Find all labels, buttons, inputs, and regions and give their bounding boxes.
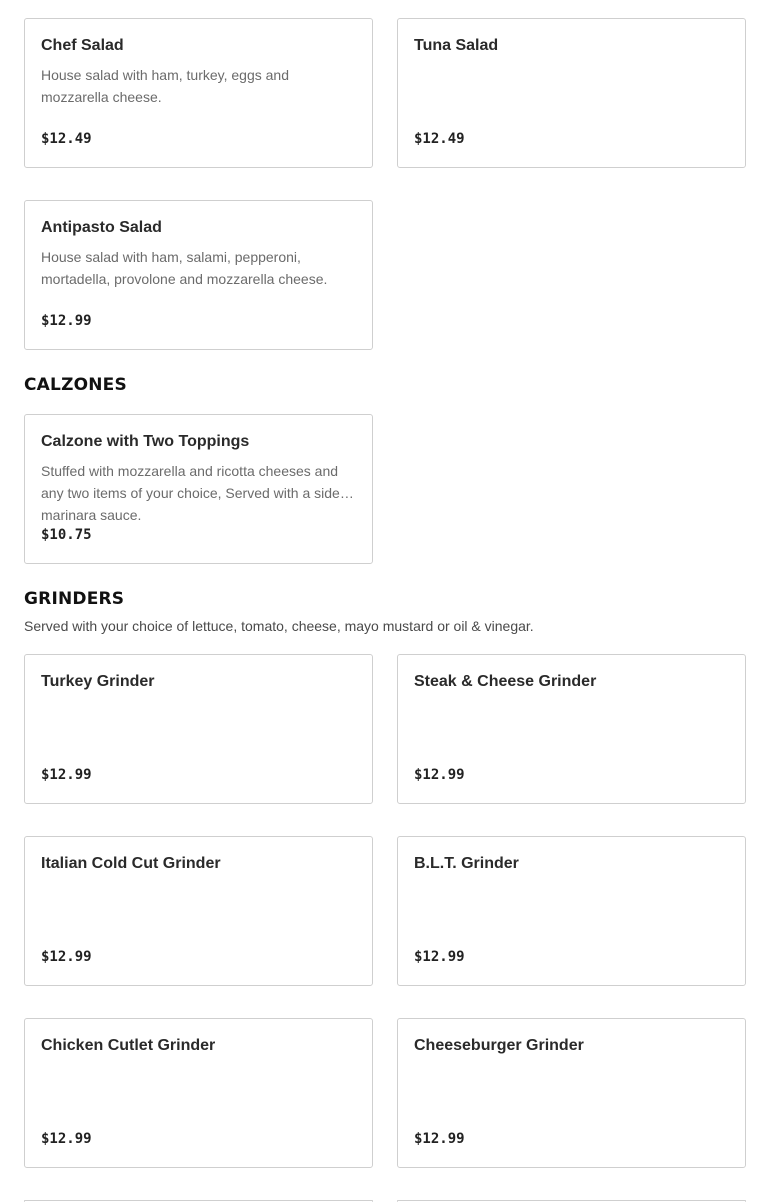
item-name: Italian Cold Cut Grinder bbox=[41, 855, 221, 872]
item-name: Antipasto Salad bbox=[41, 219, 162, 236]
item-price: $10.75 bbox=[41, 527, 92, 543]
menu-item-card[interactable] bbox=[397, 18, 746, 168]
item-description: Stuffed with mozzarella and ricotta cheeses and any two items of your choice, Served with a side of marinara sauce. bbox=[41, 463, 356, 523]
section-title-calzones: CALZONES bbox=[24, 375, 127, 395]
item-description: House salad with ham, salami, pepperoni, mortadella, provolone and mozzarella cheese. bbox=[41, 249, 328, 287]
menu-item-card[interactable] bbox=[24, 654, 373, 804]
section-title-grinders: GRINDERS bbox=[24, 589, 125, 609]
menu-item-card[interactable] bbox=[397, 1018, 746, 1168]
menu-item-card[interactable] bbox=[24, 1018, 373, 1168]
item-price: $12.49 bbox=[41, 131, 92, 147]
item-price: $12.99 bbox=[41, 1131, 92, 1147]
item-price: $12.99 bbox=[414, 767, 465, 783]
item-name: Chef Salad bbox=[41, 37, 124, 54]
item-name: Steak & Cheese Grinder bbox=[414, 673, 597, 690]
menu-item-card[interactable] bbox=[397, 654, 746, 804]
item-name: Tuna Salad bbox=[414, 37, 499, 54]
item-price: $12.99 bbox=[41, 949, 92, 965]
item-price: $12.99 bbox=[41, 767, 92, 783]
item-price: $12.99 bbox=[41, 313, 92, 329]
item-price: $12.49 bbox=[414, 131, 465, 147]
menu-item-card[interactable] bbox=[24, 200, 373, 350]
item-price: $12.99 bbox=[414, 949, 465, 965]
menu-item-card[interactable] bbox=[24, 414, 373, 564]
menu-item-card[interactable] bbox=[24, 18, 373, 168]
item-name: Cheeseburger Grinder bbox=[414, 1037, 584, 1054]
menu-item-card[interactable] bbox=[397, 836, 746, 986]
section-subtitle-grinders: Served with your choice of lettuce, tomato, cheese, mayo mustard or oil & vinegar. bbox=[24, 618, 534, 634]
item-name: Turkey Grinder bbox=[41, 673, 155, 690]
item-description: House salad with ham, turkey, eggs and mozzarella cheese. bbox=[41, 67, 289, 105]
item-name: B.L.T. Grinder bbox=[414, 855, 519, 872]
menu-item-card[interactable] bbox=[24, 836, 373, 986]
item-name: Calzone with Two Toppings bbox=[41, 433, 250, 450]
item-price: $12.99 bbox=[414, 1131, 465, 1147]
item-name: Chicken Cutlet Grinder bbox=[41, 1037, 216, 1054]
